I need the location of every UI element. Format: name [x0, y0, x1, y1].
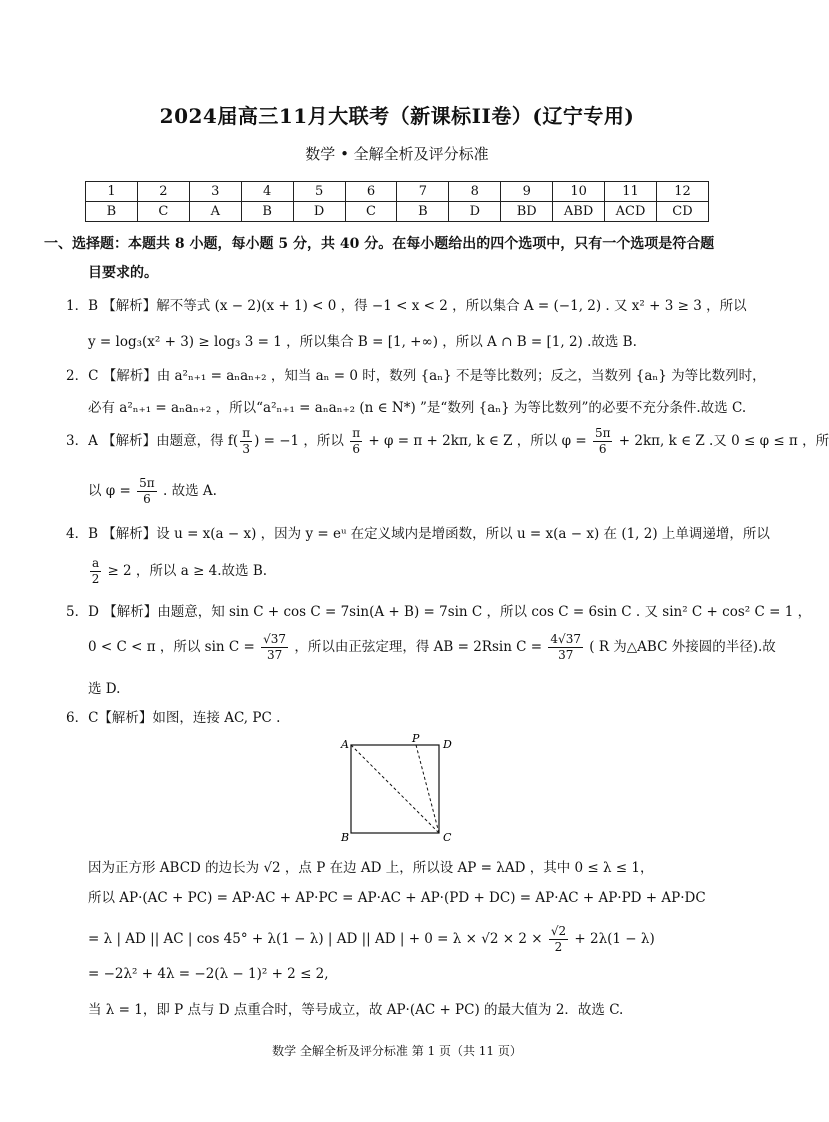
label-d: D [443, 738, 452, 751]
q3-text-f: . 故选 A. [162, 483, 217, 499]
frac-den: 37 [266, 648, 283, 662]
q2-line2: 必有 a²ₙ₊₁ = aₙaₙ₊₂ ，所以“a²ₙ₊₁ = aₙaₙ₊₂ (n ∈ N*) ”是“数列 {aₙ} 为等比数列”的必要不充分条件.故选 C. [88, 400, 747, 416]
frac-den: 6 [143, 492, 151, 506]
q3-text-d: + 2kπ, k ∈ Z .又 0 ≤ φ ≤ π ，所 [618, 433, 829, 449]
q5-line1: 5．D 【解析】由题意，知 sin C + cos C = 7sin(A + B) = 7sin C ，所以 cos C = 6sin C . 又 sin² C + cos² C = 1 ， [66, 604, 812, 620]
q3-text-c: + φ = π + 2kπ, k ∈ Z ，所以 φ = [368, 433, 587, 449]
frac-den: 2 [91, 572, 100, 586]
frac-num: 4√37 [550, 632, 581, 646]
section-heading-cont: 目要求的。 [88, 265, 158, 281]
segment-ac [351, 745, 439, 833]
answer-cell: C [345, 202, 397, 222]
answer-table-answers-row [86, 202, 709, 222]
answer-cell: D [449, 202, 501, 222]
q5-line3: 选 D. [88, 681, 121, 697]
frac-num: 5π [594, 426, 611, 440]
answer-cell: B [397, 202, 449, 222]
question-number: 11 [605, 182, 657, 202]
frac-num: π [242, 426, 251, 440]
label-c: C [443, 831, 452, 844]
fraction-5pi-over-6 [593, 426, 613, 457]
fraction-pi-over-6 [350, 426, 362, 457]
fraction-sqrt2-over-2 [549, 924, 568, 955]
q5-text-a: 0 < C < π ，所以 sin C = [88, 639, 255, 655]
answer-cell: BD [501, 202, 553, 222]
frac-den: 6 [352, 442, 360, 456]
q1-line2: y = log₃(x² + 3) ≥ log₃ 3 = 1 ，所以集合 B = [1, +∞) ，所以 A ∩ B = [1, 2) .故选 B. [88, 334, 637, 350]
question-number: 5 [293, 182, 345, 202]
question-number: 6 [345, 182, 397, 202]
page-title: 2024届高三11月大联考（新课标II卷）(辽宁专用) [159, 104, 635, 128]
question-number: 12 [656, 182, 708, 202]
label-b: B [341, 831, 350, 844]
q3-text-e: 以 φ = [88, 483, 131, 499]
answer-cell: A [189, 202, 241, 222]
label-p: P [412, 732, 420, 745]
question-number: 9 [501, 182, 553, 202]
q6-line3: 所以 AP·(AC + PC) = AP·AC + AP·PC = AP·AC + AP·(PD + DC) = AP·AC + AP·PD + AP·DC [88, 890, 706, 906]
question-number: 4 [241, 182, 293, 202]
frac-den: 6 [598, 442, 607, 456]
q6-text-a: = λ | AD || AC | cos 45° + λ(1 − λ) | AD || AD | + 0 = λ × √2 × 2 × [88, 931, 543, 947]
answer-cell: D [293, 202, 345, 222]
frac-num: 5π [139, 476, 155, 490]
frac-num: √2 [550, 924, 567, 938]
fraction-pi-over-3 [240, 426, 252, 457]
q6-line4 [88, 924, 655, 955]
answer-cell: ABD [553, 202, 605, 222]
frac-den: 2 [554, 940, 563, 954]
label-a: A [341, 738, 349, 751]
question-number: 1 [86, 182, 138, 202]
q6-line2: 因为正方形 ABCD 的边长为 √2 ，点 P 在边 AD 上，所以设 AP = λAD ，其中 0 ≤ λ ≤ 1， [88, 860, 654, 876]
square-abcd-diagram [336, 733, 466, 843]
question-number: 10 [553, 182, 605, 202]
q6-line5: = −2λ² + 4λ = −2(λ − 1)² + 2 ≤ 2, [88, 966, 329, 982]
answer-cell: B [241, 202, 293, 222]
q6-line6: 当 λ = 1，即 P 点与 D 点重合时，等号成立，故 AP·(AC + PC) 的最大值为 2．故选 C. [88, 1002, 624, 1018]
q5-text-b: ，所以由正弦定理，得 AB = 2Rsin C = [294, 639, 543, 655]
segment-pc [416, 745, 439, 833]
answer-table-numbers-row [86, 182, 709, 202]
question-number: 7 [397, 182, 449, 202]
q6-line1: 6．C【解析】如图，连接 AC, PC . [66, 710, 281, 726]
frac-num: √37 [263, 632, 287, 646]
fraction-a-over-2 [90, 556, 101, 587]
question-number: 3 [189, 182, 241, 202]
q3-text-a: 3．A 【解析】由题意，得 f( [66, 433, 239, 449]
fraction-4sqrt37-over-37 [548, 632, 583, 663]
q1-line1: 1．B 【解析】解不等式 (x − 2)(x + 1) < 0 ，得 −1 < x < 2 ，所以集合 A = (−1, 2) . 又 x² + 3 ≥ 3 ，所以 [66, 298, 747, 314]
q3-line1 [66, 426, 829, 457]
q5-text-c: ( R 为△ABC 外接圆的半径).故 [589, 639, 776, 655]
question-number: 8 [449, 182, 501, 202]
q3-line2 [88, 476, 217, 507]
answer-cell: ACD [605, 202, 657, 222]
page-subtitle: 数学 • 全解全析及评分标准 [305, 145, 489, 163]
answer-table [85, 181, 709, 222]
answer-cell: CD [656, 202, 708, 222]
q2-line1: 2．C 【解析】由 a²ₙ₊₁ = aₙaₙ₊₂ ，知当 aₙ = 0 时，数列 {aₙ} 不是等比数列；反之，当数列 {aₙ} 为等比数列时， [66, 368, 766, 384]
fraction-sqrt37-over-37 [261, 632, 288, 663]
frac-num: a [92, 556, 100, 570]
q4-line1: 4．B 【解析】设 u = x(a − x) ，因为 y = eᵘ 在定义域内是增函数，所以 u = x(a − x) 在 (1, 2) 上单调递增，所以 [66, 526, 770, 542]
q6-text-b: + 2λ(1 − λ) [574, 931, 655, 947]
answer-cell: B [86, 202, 138, 222]
fraction-5pi-over-6 [137, 476, 157, 507]
q4-line2 [88, 556, 267, 587]
frac-den: 37 [558, 648, 574, 662]
section-heading: 一、选择题：本题共 8 小题，每小题 5 分，共 40 分。在每小题给出的四个选项中，只有一个选项是符合题 [44, 236, 715, 252]
question-number: 2 [137, 182, 189, 202]
q4-text-b: ≥ 2 ，所以 a ≥ 4.故选 B. [107, 563, 268, 579]
page-footer: 数学 全解全析及评分标准 第 1 页（共 11 页） [272, 1044, 522, 1058]
frac-den: 3 [242, 442, 250, 456]
answer-cell: C [137, 202, 189, 222]
frac-num: π [352, 426, 361, 440]
q5-line2 [88, 632, 776, 663]
q3-text-b: ) = −1 ，所以 [254, 433, 344, 449]
